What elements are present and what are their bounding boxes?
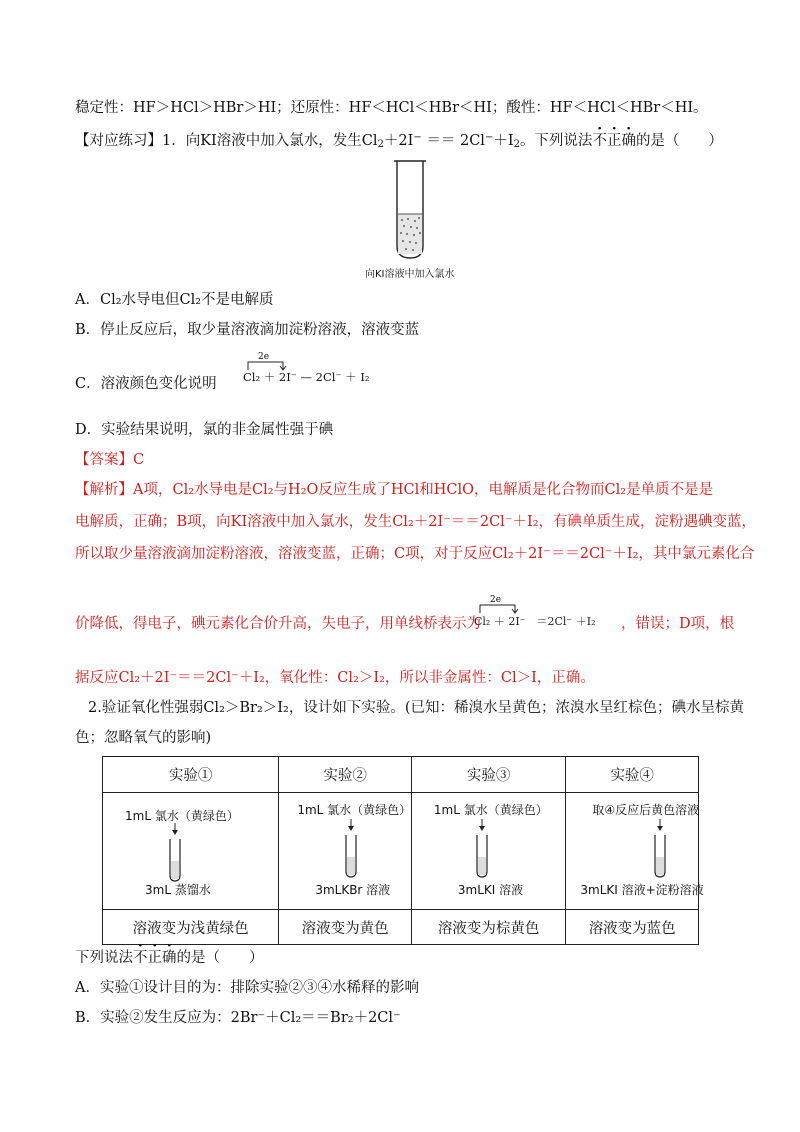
analysis-line-3: 所以取少量溶液滴加淀粉溶液，溶液变蓝，正确；C项，对于反应Cl₂＋2I⁻＝＝2Cl⁻＋I₂，其中氯元素化合 — [75, 546, 755, 562]
exp4-bottom-label: 3mLKI 溶液+淀粉溶液 — [580, 883, 704, 897]
table-header-4: 实验④ — [566, 757, 699, 793]
question-1-stem: 【对应练习】1．向KI溶液中加入氯水，发生$Cl_2+2I^- == 2Cl^-+I_2$。下列说法不正确的是（ ） — [75, 132, 723, 150]
exp1-bottom-label: 3mL 蒸馏水 — [145, 883, 211, 897]
table-header-3: 实验③ — [411, 757, 565, 793]
experiment-2-figure — [279, 793, 412, 910]
experiment-table — [102, 756, 704, 945]
q1-option-a: A．Cl₂水导电但Cl₂不是电解质 — [75, 292, 274, 308]
table-header-1: 实验① — [103, 757, 279, 793]
experiment-4-figure — [566, 793, 704, 910]
analysis-line-1: 【解析】A项，Cl₂水导电是Cl₂与H₂O反应生成了HCl和HClO，电解质是化合物而Cl₂是单质不是是 — [75, 482, 714, 498]
q1-option-c: C．溶液颜色变化说明 — [75, 376, 217, 392]
experiment-3-figure — [411, 793, 565, 910]
question-2-stem-1: 2.验证氧化性强弱Cl₂＞Br₂＞I₂，设计如下实验。(已知：稀溴水呈黄色；浓溴水呈红棕色；碘水呈棕黄 — [88, 700, 744, 716]
question-2-prompt: 下列说法不正确的是（ ） — [75, 950, 264, 966]
exp1-top-label: 1mL 氯水（黄绿色） — [125, 809, 239, 823]
formula-analysis: Cl₂ ＋ 2I⁻ ＝2Cl⁻ ＋I₂ — [474, 615, 596, 628]
table-result-1: 溶液变为浅黄绿色 — [103, 910, 279, 945]
formula-c: Cl₂ ＋ 2I⁻ — 2Cl⁻ ＋ I₂ — [243, 370, 370, 384]
figure-caption: 向KI溶液中加入氯水 — [365, 269, 455, 280]
table-result-4: 溶液变为蓝色 — [566, 910, 699, 945]
arrow-label-analysis: 2e — [490, 595, 502, 605]
analysis-line-2: 电解质，正确；B项，向KI溶液中加入氯水，发生Cl₂＋2I⁻＝＝2Cl⁻＋I₂，有碘单质生成，淀粉遇碘变蓝， — [75, 514, 757, 530]
analysis-line-5: 据反应Cl₂＋2I⁻＝＝2Cl⁻＋I₂，氧化性：Cl₂＞I₂，所以非金属性：Cl＞I，正确。 — [75, 670, 595, 686]
exp2-top-label: 1mL 氯水（黄绿色） — [297, 803, 412, 817]
answer: 【答案】C — [75, 452, 145, 468]
arrow-label-c: 2e — [258, 352, 270, 362]
analysis-line-4: 价降低，得电子，碘元素化合价升高，失电子，用单线桥表示为 ，错误；D项，根 — [75, 616, 735, 632]
q1-option-b: B．停止反应后，取少量溶液滴加淀粉溶液，溶液变蓝 — [75, 322, 420, 338]
q2-option-a: A．实验①设计目的为：排除实验②③④水稀释的影响 — [75, 980, 419, 996]
question-2-stem-2: 色；忽略氧气的影响) — [75, 730, 212, 746]
q1-option-d: D．实验结果说明，氯的非金属性强于碘 — [75, 422, 334, 438]
experiment-1-figure — [103, 793, 279, 910]
exp3-bottom-label: 3mLKI 溶液 — [457, 883, 524, 897]
table-result-2: 溶液变为黄色 — [279, 910, 412, 945]
exp4-top-label: 取④反应后黄色溶液 — [592, 803, 700, 817]
intro-line: 稳定性：HF＞HCl＞HBr＞HI；还原性：HF＜HCl＜HBr＜HI；酸性：HF＜HCl＜HBr＜HI。 — [75, 100, 708, 116]
table-result-3: 溶液变为棕黄色 — [411, 910, 565, 945]
test-tube-figure — [385, 158, 435, 263]
table-header-2: 实验② — [279, 757, 412, 793]
q2-option-b: B．实验②发生反应为：2Br⁻＋Cl₂＝＝Br₂＋2Cl⁻ — [75, 1010, 401, 1026]
exp2-bottom-label: 3mLKBr 溶液 — [315, 883, 391, 897]
exp3-top-label: 1mL 氯水（黄绿色） — [433, 803, 548, 817]
